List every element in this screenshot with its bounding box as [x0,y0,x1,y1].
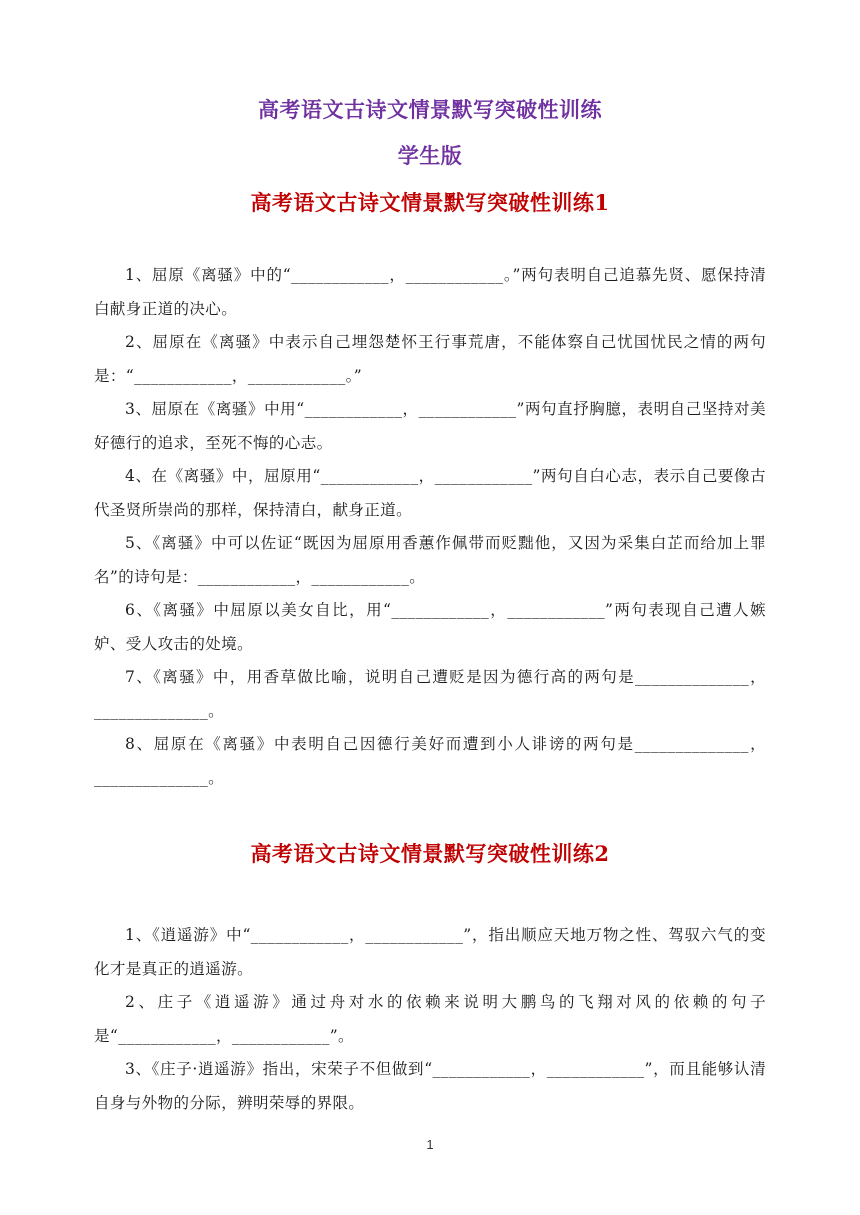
page-number: 1 [426,1137,434,1152]
section-1-question-4: 4、在《离骚》中，屈原用“____________，____________”两句自白心志，表示自己要像古代圣贤所崇尚的那样，保持清白，献身正道。 [94,467,766,519]
section-1-question-7: 7、《离骚》中，用香草做比喻，说明自己遭贬是因为德行高的两句是______________，______________。 [94,668,766,720]
section-1-question-5: 5、《离骚》中可以佐证“既因为屈原用香蕙作佩带而贬黜他，又因为采集白芷而给加上罪名”的诗句是：____________，____________。 [94,534,766,586]
section-1-title: 高考语文古诗文情景默写突破性训练1 [250,190,610,215]
section-1-question-1: 1、屈原《离骚》中的“____________，____________。”两句表明自己追慕先贤、愿保持清白献身正道的决心。 [94,266,766,318]
document-subtitle: 学生版 [397,144,463,168]
document-title: 高考语文古诗文情景默写突破性训练 [258,98,602,122]
section-2-question-1: 1、《逍遥游》中“____________，____________”，指出顺应天地万物之性、驾驭六气的变化才是真正的逍遥游。 [94,926,766,978]
section-2-question-2: 2、庄子《逍遥游》通过舟对水的依赖来说明大鹏鸟的飞翔对风的依赖的句子是“____________，____________”。 [94,993,766,1045]
section-1-question-3: 3、屈原在《离骚》中用“____________，____________”两句直抒胸臆，表明自己坚持对美好德行的追求，至死不悔的心志。 [94,400,766,452]
section-1-question-6: 6、《离骚》中屈原以美女自比，用“____________，____________”两句表现自己遭人嫉妒、受人攻击的处境。 [94,601,766,653]
section-2-question-3: 3、《庄子·逍遥游》指出，宋荣子不但做到“____________，____________”，而且能够认清自身与外物的分际，辨明荣辱的界限。 [94,1060,766,1112]
section-1-question-8: 8、屈原在《离骚》中表明自己因德行美好而遭到小人诽谤的两句是______________，______________。 [94,735,766,787]
section-1-question-2: 2、屈原在《离骚》中表示自己埋怨楚怀王行事荒唐，不能体察自己忧国忧民之情的两句是：“____________，____________。” [94,333,766,385]
section-2-title: 高考语文古诗文情景默写突破性训练2 [250,841,610,866]
